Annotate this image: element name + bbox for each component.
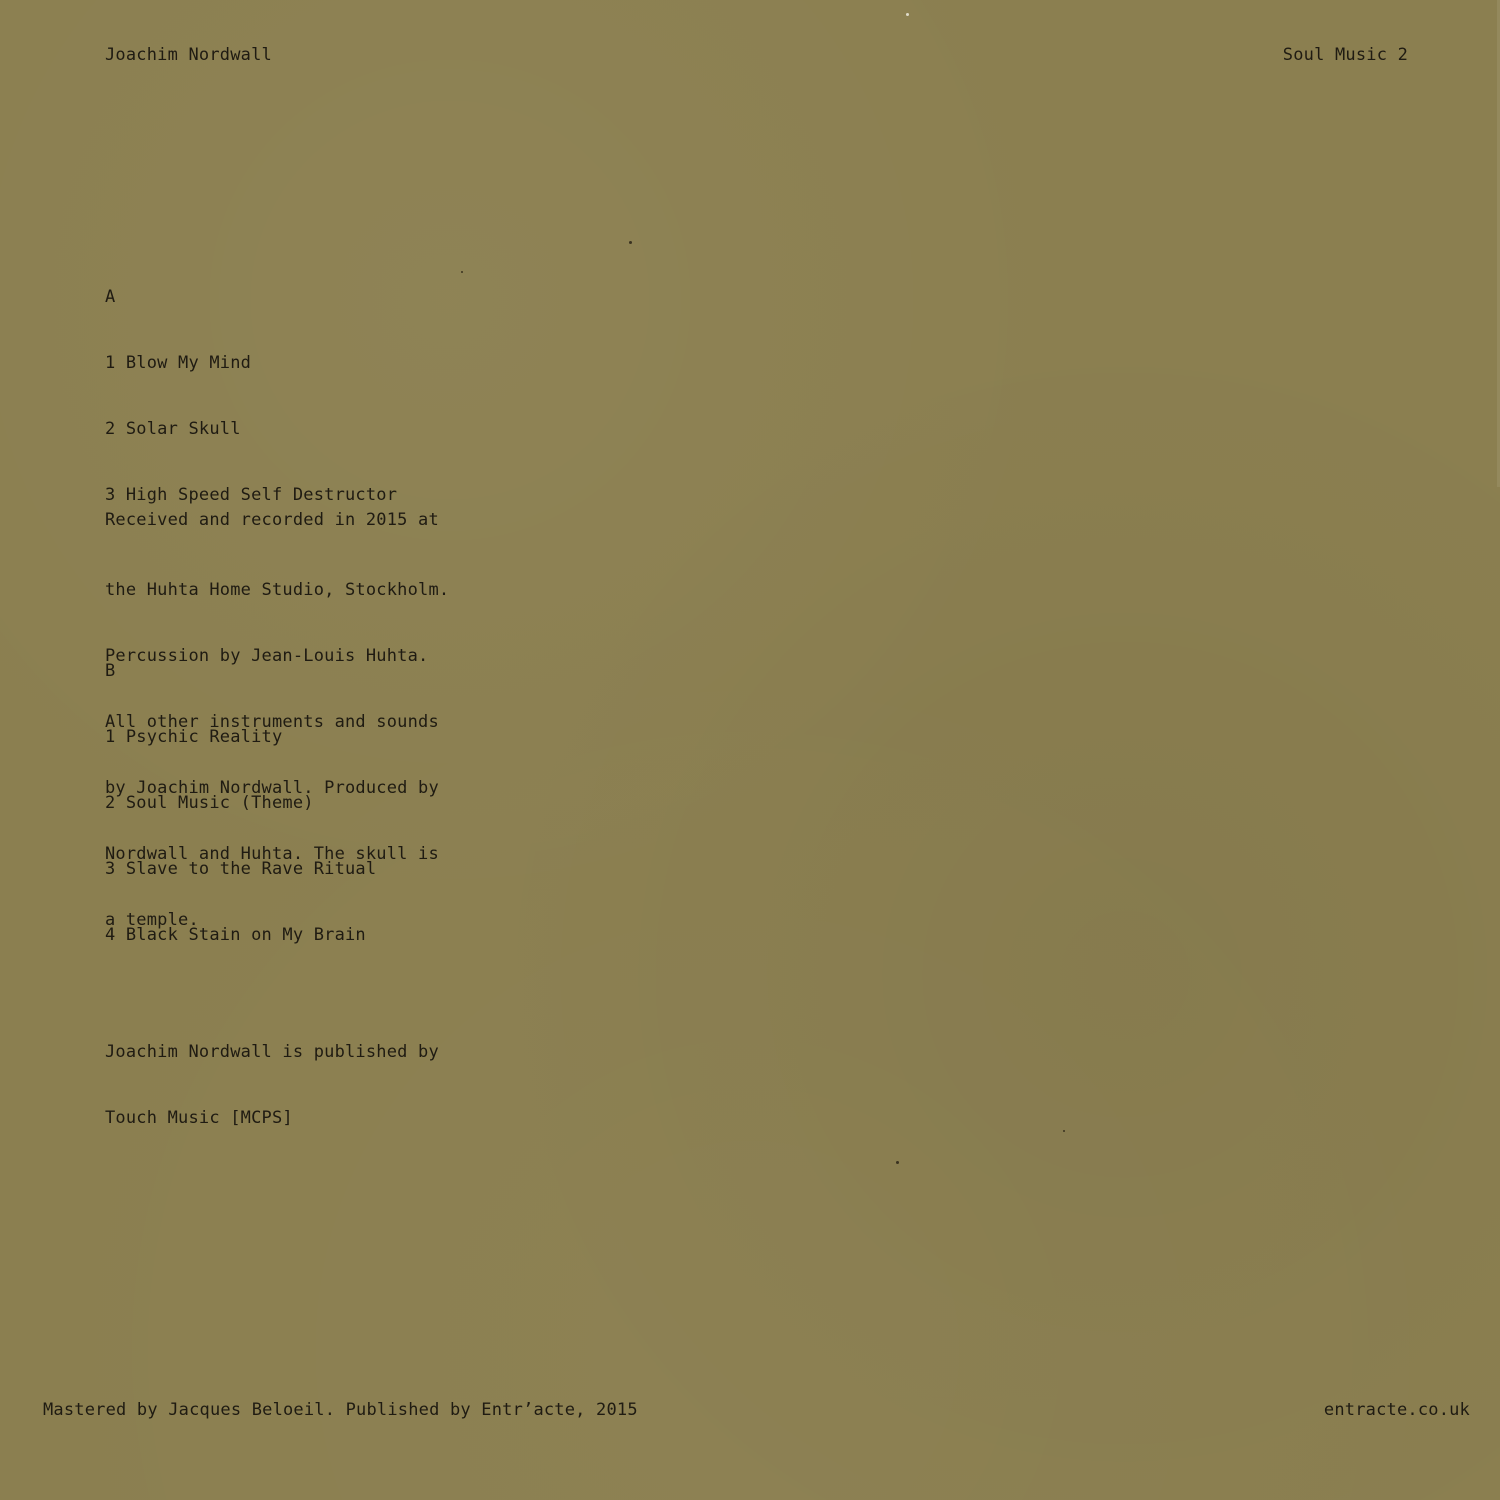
credit-line: by Joachim Nordwall. Produced by (105, 778, 439, 798)
paper-speck (906, 13, 909, 16)
publishing-line: Touch Music [MCPS] (105, 1108, 293, 1128)
credit-line: a temple. (105, 910, 199, 930)
track-a2: 2 Solar Skull (105, 419, 241, 439)
credits (105, 465, 485, 1217)
track-b1: 1 Psychic Reality (105, 727, 283, 747)
track-b4: 4 Black Stain on My Brain (105, 925, 366, 945)
publishing-line: Joachim Nordwall is published by (105, 1042, 439, 1062)
track-b2: 2 Soul Music (Theme) (105, 793, 314, 813)
track-a1: 1 Blow My Mind (105, 353, 252, 373)
website-link: entracte.co.uk (1323, 1400, 1470, 1420)
track-b3: 3 Slave to the Rave Ritual (105, 859, 377, 879)
paper-speck (461, 271, 463, 273)
publishing-note (105, 997, 485, 1173)
paper-speck (1063, 1130, 1065, 1132)
side-a-label: A (105, 287, 116, 307)
credit-line: the Huhta Home Studio, Stockholm. (105, 580, 450, 600)
credit-line: All other instruments and sounds (105, 712, 439, 732)
track-a3: 3 High Speed Self Destructor (105, 485, 398, 505)
album-title: Soul Music 2 (1282, 45, 1408, 65)
credit-line: Percussion by Jean-Louis Huhta. (105, 646, 429, 666)
side-b-label: B (105, 661, 116, 681)
paper-speck (896, 1161, 899, 1164)
credit-line: Nordwall and Huhta. The skull is (105, 844, 439, 864)
credit-line: Received and recorded in 2015 at (105, 510, 439, 530)
mastering-credit: Mastered by Jacques Beloeil. Published by Entr’acte, 2015 (43, 1400, 638, 1420)
paper-speck (629, 241, 632, 244)
artist-name: Joachim Nordwall (105, 45, 272, 65)
